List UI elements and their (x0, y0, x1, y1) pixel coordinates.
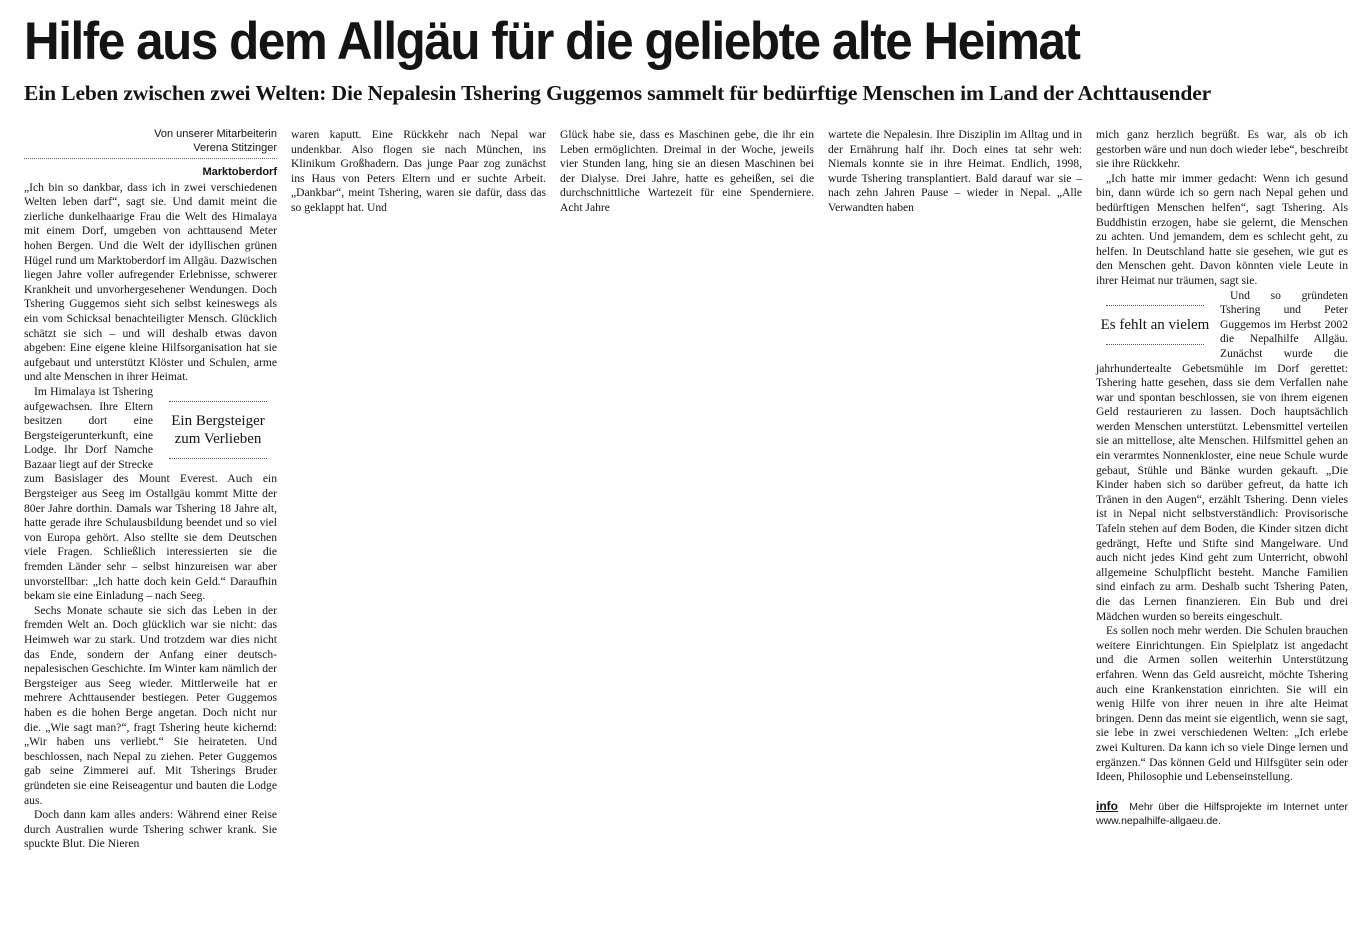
pullquote-text: Es fehlt an vielem (1100, 316, 1210, 333)
article-column-2 (291, 128, 546, 216)
paragraph: „Ich hatte mir immer gedacht: Wenn ich gesund bin, dann würde ich so gern nach Nepal gehen und bedürftigen Menschen helfen“, sagt Tshering. Als Buddhistin erzogen, habe sie gelernt, die Menschen zu achten. Und jemandem, dem es schlecht geht, zu helfen. In Deutschland hatte sie gesehen, wie gut es den Menschen geht. Davon könnten viele Leute in ihrer Heimat nur träumen, sagt sie. (1096, 171, 1348, 287)
paragraph: Im Himalaya ist Tshering aufgewachsen. Ihre Eltern besitzen dort eine Bergsteigerunterkunft, eine Lodge. Ihr Dorf Namche Bazaar liegt auf der Strecke zum Basislager des Mount Everest. Auch ein Bergsteiger aus Seeg im Ostallgäu kommt Mitte der 80er Jahre dorthin. Damals war Tshering 18 Jahre alt, hatte gerade ihre Schulausbildung beendet und so viel von Europa gehört. Also stellte sie dem Deutschen viele Fragen. Schließlich interessierten sie die fremden Länder sehr – selbst hinzureisen war aber unvorstellbar: „Ich hatte doch kein Geld.“ Daraufhin bekam sie eine Einladung – nach Seeg. (24, 384, 277, 603)
paragraph: waren kaputt. Eine Rückkehr nach Nepal war undenkbar. Also flogen sie nach München, ins Klinikum Großhadern. Das junge Paar zog zunächst ins Haus von Peters Eltern und er suchte Arbeit. „Dankbar“, meint Tshering, waren sie dafür, dass das so geklappt hat. Und (291, 128, 546, 214)
pullquote-divider (169, 458, 267, 459)
pullquote-divider (169, 401, 267, 402)
byline-line-1: Von unserer Mitarbeiterin (154, 128, 277, 140)
article-column-5 (1096, 128, 1348, 828)
subheadline: Ein Leben zwischen zwei Welten: Die Nepalesin Tshering Guggemos sammelt für bedürftige Menschen im Land der Achttausender (24, 81, 1212, 105)
pullquote-divider (1106, 344, 1204, 345)
paragraph: wartete die Nepalesin. Ihre Disziplin im Alltag und in der Ernährung half ihr. Doch eines tat sehr weh: Niemals konnte sie in ihre Heimat. Endlich, 1998, wurde Tshering transplantiert. Bald darauf war sie – nach zehn Jahren Pause – wieder in Nepal. „Alle Verwandten haben (828, 128, 1082, 214)
article-column-3 (560, 128, 814, 216)
dateline: Marktoberdorf (202, 166, 277, 178)
byline-divider (24, 158, 277, 159)
paragraph: „Ich bin so dankbar, dass ich in zwei verschiedenen Welten leben darf“, sagt sie. Und damit meint die zierliche dunkelhaarige Frau die Welt des Himalaya mit einem Dorf, umgeben von achttausend Meter hohen Bergen. Und die Welt der idyllischen grünen Hügel rund um Marktoberdorf im Allgäu. Dazwischen liegen Jahre voller aufregender Erlebnisse, schwerer Krankheit und unvorhergesehener Wendungen. Doch Tshering Guggemos sieht sich selbst keineswegs als ein vom Schicksal benachteiligter Mensch. Glücklich schätzt sie sich – und will deshalb etwas davon abgeben: Eine eigene kleine Hilfsorganisation hat sie aufgebaut und unterstützt Klöster und Schulen, arme und alte Menschen in ihrer Heimat. (24, 180, 277, 384)
pullquote-divider (1106, 305, 1204, 306)
byline (24, 128, 277, 155)
paragraph: Doch dann kam alles anders: Während einer Reise durch Australien wurde Tshering schwer krank. Sie spuckte Blut. Die Nieren (24, 808, 277, 851)
pullquote-box (1096, 297, 1214, 353)
info-box (1096, 799, 1348, 828)
paragraph: Und so gründeten Tshering und Peter Guggemos im Herbst 2002 die Nepalhilfe Allgäu. Zunächst wurde die jahrhundertealte Gebetsmühle im Dorf gerettet: Tshering hatte gesehen, dass sie dem Verfallen nahe war und spontan beschlossen, sie von ihrem eigenen Geld restaurieren zu lassen. Doch hauptsächlich werden Menschen unterstützt. Lebensmittel verteilen sie an mittellose, alte Menschen. Hilfsmittel gehen an ein verarmtes Nonnenkloster, eine neue Schule wurde gebaut, Stühle und Bänke wurden gekauft. „Die Kinder haben sich so darüber gefreut, da hatte ich Tränen in den Augen“, erzählt Tshering. Denn vieles ist in Nepal nicht selbstverständlich: Provisorische Tafeln stehen auf dem Boden, die Kinder sitzen dicht gedrängt, Hefte und Stifte sind Mangelware. Und auch nicht jedes Kind geht zum Unterricht, obwohl allgemeine Schulpflicht besteht. Manche Familien sind einfach zu arm. Deshalb sucht Tshering Paten, die das Lernen finanzieren. Ein Bub und drei Mädchen wurden so bereits eingeschult. (1096, 288, 1348, 623)
article-column-1 (24, 128, 277, 852)
headline: Hilfe aus dem Allgäu für die geliebte alte Heimat (24, 12, 1080, 71)
article-column-4 (828, 128, 1082, 216)
paragraph: mich ganz herzlich begrüßt. Es war, als ob ich gestorben wäre und nun doch wieder lebe“, beschreibt sie ihre Rückkehr. (1096, 128, 1348, 171)
paragraph: Es sollen noch mehr werden. Die Schulen brauchen weitere Einrichtungen. Ein Spielplatz ist angedacht und die Armen sollen weiterhin Unterstützung erfahren. Wenn das Geld ausreicht, möchte Tshering auch eine Krankenstation einrichten. Sie will ein wenig Hilfe von ihrer neuen in ihre alte Heimat bringen. Denn das meint sie eigentlich, wenn sie sagt, sie lebe in zwei verschiedenen Welten: „Ich erlebe zwei Kulturen. Da kann ich so viele Dinge lernen und ergänzen.“ Das können Geld und Hilfsgüter sein oder Ideen, Philosophie und Lebenseinstellung. (1096, 624, 1348, 784)
info-text: Mehr über die Hilfsprojekte im Internet unter www.nepalhilfe-allgaeu.de. (1096, 800, 1349, 827)
pullquote-text: Ein Bergsteiger zum Verlieben (171, 412, 265, 447)
info-label: info (1096, 798, 1118, 813)
paragraph: Sechs Monate schaute sie sich das Leben in der fremden Welt an. Doch glücklich war sie nicht: das Heimweh war zu stark. Und trotzdem war dies nicht das Ende, sondern der Anfang einer deutsch-nepalesischen Geschichte. Im Winter kam nämlich der Bergsteiger aus Seeg wieder. Mittlerweile hat er mehrere Achttausender bestiegen. Peter Guggemos haben es die hohen Berge angetan. Doch nicht nur die. „Wie sagt man?“, fragt Tshering heute kichernd: „Wir haben uns verliebt.“ Sie heirateten. Und beschlossen, nach Nepal zu ziehen. Peter Guggemos gab seine Zimmerei auf. Mit Tsherings Bruder gründeten sie eine Reiseagentur und bauten die Lodge aus. (24, 603, 277, 807)
author-name: Verena Stitzinger (193, 141, 277, 154)
paragraph: Glück habe sie, dass es Maschinen gebe, die ihr ein Leben ermöglichten. Dreimal in der Woche, jeweils vier Stunden lang, hing sie an diesen Maschinen bei der Dialyse. Drei Jahre, hatte es geheißen, sei die durchschnittliche Wartezeit für eine Spenderniere. Acht Jahre (560, 128, 814, 214)
pullquote-box (159, 393, 277, 467)
